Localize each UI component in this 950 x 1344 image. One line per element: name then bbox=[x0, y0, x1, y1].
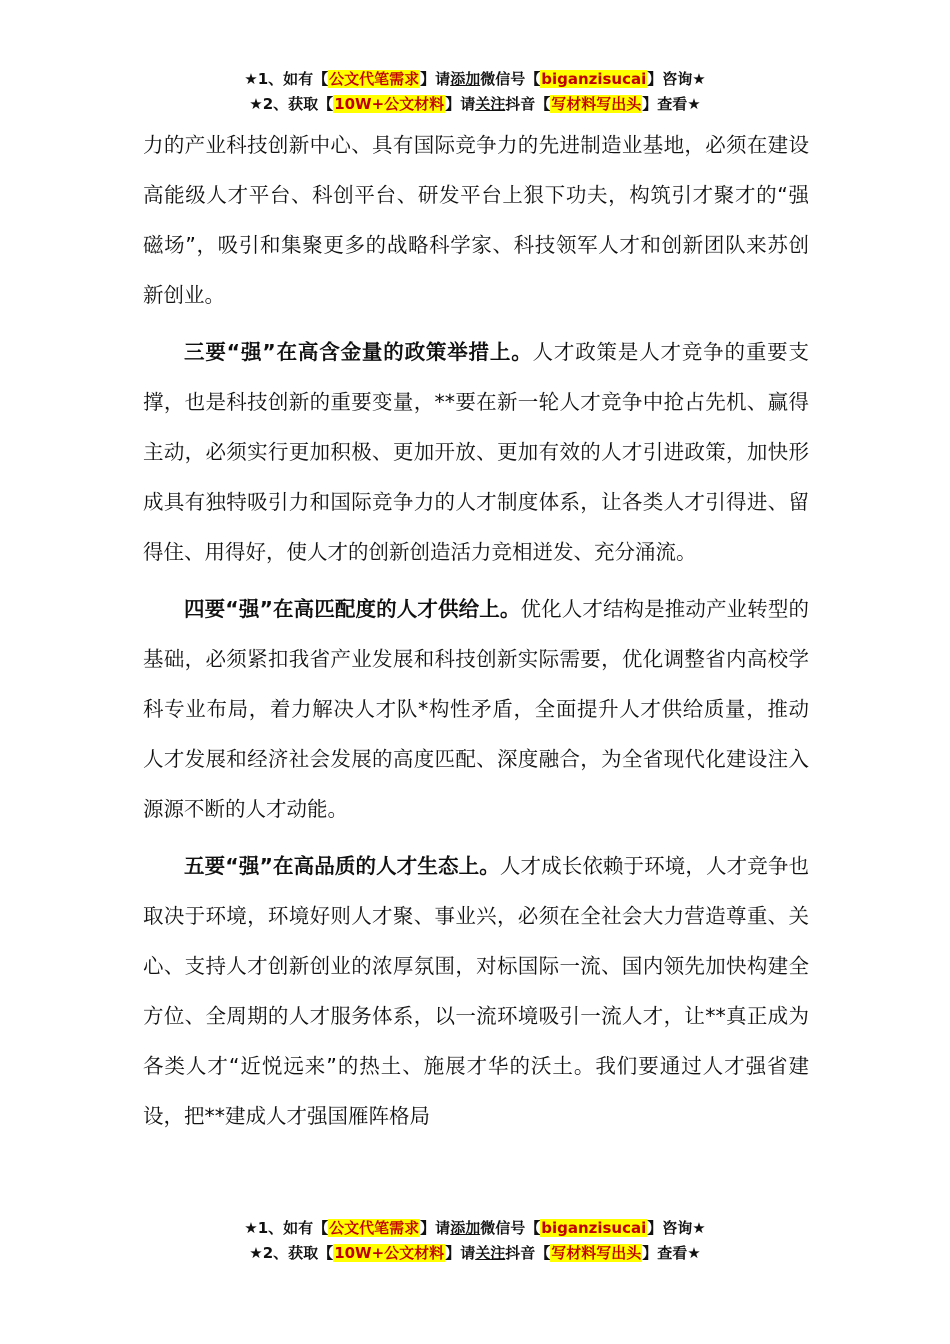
paragraph-supply: 四要“强”在高匹配度的人才供给上。优化人才结构是推动产业转型的基础，必须紧扣我省产业发展和科技创新实际需要，优化调整省内高校学科专业布局，着力解决人才队*构性矛盾，全面提升人才供给质量，推动人才发展和经济社会发展的高度匹配、深度融合，为全省现代化建设注入源源不断的人才动能。 bbox=[143, 597, 810, 821]
banner-line-2: ★2、获取【10W+公文材料】请关注抖音【写材料写出头】查看★ bbox=[249, 95, 701, 113]
highlight-materials: 10W+公文材料 bbox=[334, 1244, 445, 1262]
highlight-douyin-account: 写材料写出头 bbox=[551, 95, 642, 113]
paragraph-ecology: 五要“强”在高品质的人才生态上。人才成长依赖于环境，人才竞争也取决于环境，环境好则人才聚、事业兴，必须在全社会大力营造尊重、关心、支持人才创新创业的浓厚氛围，对标国际一流、国内领先加快构建全方位、全周期的人才服务体系，以一流环境吸引一流人才，让**真正成为各类人才“近悦远来”的热土、施展才华的沃土。我们要通过人才强省建设，把**建成人才强国雁阵格局 bbox=[143, 854, 809, 1128]
footer-banner bbox=[0, 1216, 950, 1266]
banner-line-1: ★1、如有【公文代笔需求】请添加微信号【biganzisucai】咨询★ bbox=[244, 1219, 706, 1237]
paragraph-policy: 三要“强”在高含金量的政策举措上。人才政策是人才竞争的重要支撑，也是科技创新的重要变量，**要在新一轮人才竞争中抢占先机、赢得主动，必须实行更加积极、更加开放、更加有效的人才引进政策，加快形成具有独特吸引力和国际竞争力的人才制度体系，让各类人才引得进、留得住、用得好，使人才的创新创造活力竞相迸发、充分涌流。 bbox=[143, 340, 809, 564]
highlight-service: 公文代笔需求 bbox=[329, 70, 420, 88]
highlight-douyin-account: 写材料写出头 bbox=[551, 1244, 642, 1262]
highlight-materials: 10W+公文材料 bbox=[334, 95, 445, 113]
highlight-wechat-id: biganzisucai bbox=[541, 70, 647, 88]
banner-line-1: ★1、如有【公文代笔需求】请添加微信号【biganzisucai】咨询★ bbox=[244, 70, 706, 88]
banner-line-2: ★2、获取【10W+公文材料】请关注抖音【写材料写出头】查看★ bbox=[249, 1244, 701, 1262]
paragraph-continuation: 力的产业科技创新中心、具有国际竞争力的先进制造业基地，必须在建设高能级人才平台、科创平台、研发平台上狠下功夫，构筑引才聚才的“强磁场”，吸引和集聚更多的战略科学家、科技领军人才和创新团队来苏创新创业。 bbox=[143, 133, 809, 307]
document-body bbox=[143, 120, 809, 1141]
highlight-wechat-id: biganzisucai bbox=[541, 1219, 647, 1237]
paragraph-heading: 五要“强”在高品质的人才生态上。 bbox=[184, 854, 500, 878]
paragraph-heading: 三要“强”在高含金量的政策举措上。 bbox=[184, 340, 533, 364]
paragraph-heading: 四要“强”在高匹配度的人才供给上。 bbox=[184, 597, 521, 621]
highlight-service: 公文代笔需求 bbox=[329, 1219, 420, 1237]
header-banner bbox=[0, 67, 950, 117]
